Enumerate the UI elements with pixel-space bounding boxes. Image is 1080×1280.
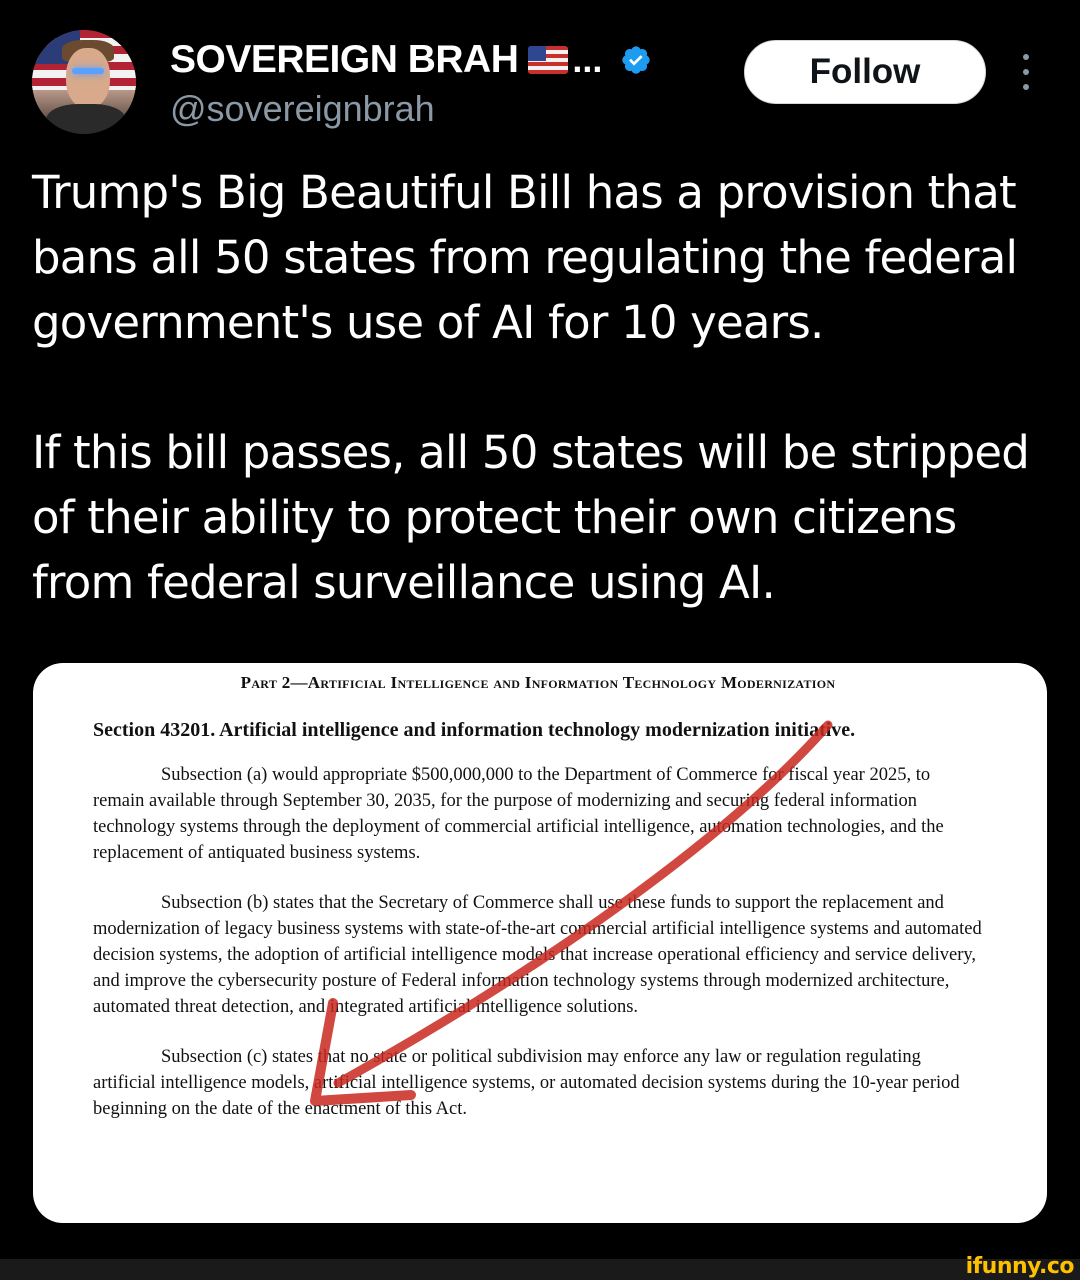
post-paragraph: Trump's Big Beautiful Bill has a provision that bans all 50 states from regulating the federal government's use of AI for 10 years.	[32, 166, 1018, 349]
avatar-face	[66, 48, 110, 108]
document-part-heading: Part 2—Artificial Intelligence and Information Technology Modernization	[240, 673, 836, 692]
post-body	[32, 160, 1052, 615]
more-options-icon[interactable]	[1016, 54, 1036, 90]
document-paragraph: Subsection (c) states that no state or political subdivision may enforce any law or regulation regulating artificial intelligence models, artificial intelligence systems, or automated decision systems during the 10-year period beginning on the date of the enactment of this Act.	[93, 1047, 960, 1119]
name-truncation: ...	[572, 39, 603, 80]
author-handle[interactable]: @sovereignbrah	[170, 88, 435, 129]
author-name-row[interactable]	[170, 38, 652, 82]
user-avatar[interactable]	[32, 30, 136, 134]
more-dot	[1023, 69, 1029, 75]
verified-badge-icon[interactable]	[620, 44, 652, 76]
post-paragraph: If this bill passes, all 50 states will be stripped of their ability to protect their own citizens from federal surveillance using AI.	[32, 426, 1030, 609]
document-section-heading: Section 43201. Artificial intelligence and information technology modernization initiative.	[93, 719, 856, 741]
post-header	[32, 30, 1048, 140]
author-display-name[interactable]: SOVEREIGN BRAH	[170, 38, 519, 81]
follow-button[interactable]: Follow	[744, 40, 986, 104]
footer-bar	[0, 1259, 1080, 1280]
avatar-shirt	[46, 104, 126, 134]
document-paragraph: Subsection (a) would appropriate $500,000,000 to the Department of Commerce for fiscal year 2025, to remain available through September 30, 2035, for the purpose of modernizing and securing federal information technology systems through the deployment of commercial artificial intelligence, automation technologies, and the replacement of antiquated business systems.	[93, 765, 944, 863]
document-paragraph: Subsection (b) states that the Secretary of Commerce shall use these funds to support the replacement and modernization of legacy business systems with state-of-the-art commercial artificial intelligence systems and automated decision systems, the adoption of artificial intelligence models that increase operational efficiency and service delivery, and improve the cybersecurity posture of Federal information technology systems through modernized architecture, automated threat detection, and integrated artificial intelligence solutions.	[93, 893, 982, 1017]
post-media-image[interactable]	[33, 663, 1047, 1223]
more-dot	[1023, 84, 1029, 90]
us-flag-emoji	[528, 46, 568, 74]
more-dot	[1023, 54, 1029, 60]
avatar-glowing-eyes	[72, 68, 104, 74]
document-excerpt	[93, 673, 983, 1122]
ifunny-watermark: ifunny.co	[965, 1254, 1074, 1279]
